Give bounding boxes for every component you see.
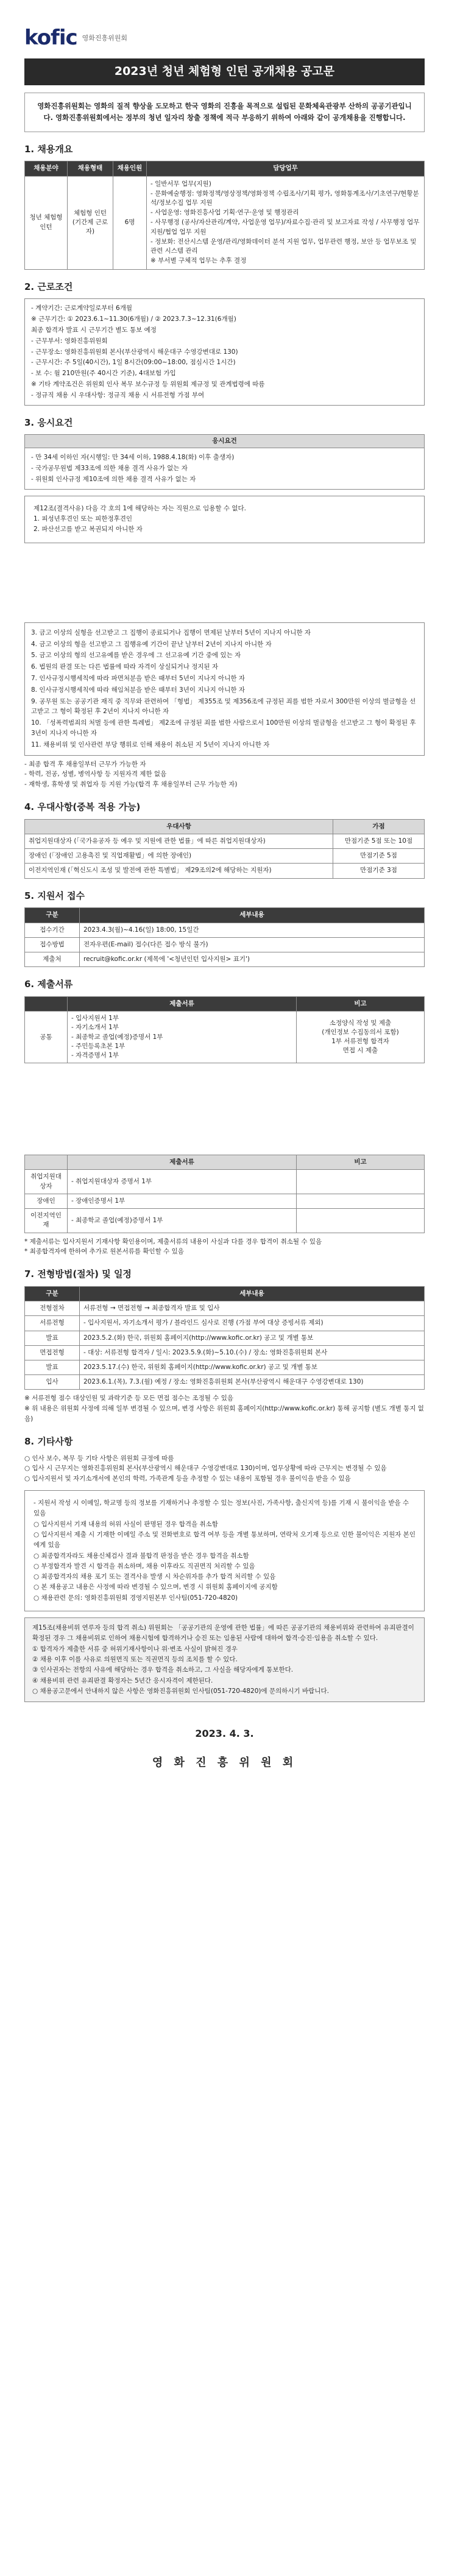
list-item: - 정보화: 전산시스템 운영/관리/영화데이터 분석 지원 업무, 업무관련 행정, 보안 등 업무보조 및 관련 시스템 관리 xyxy=(150,238,417,255)
table-row xyxy=(25,1375,425,1390)
table-cell: - 대상: 서류전형 합격자 / 일시: 2023.5.9.(화)~5.10.(수) / 장소: 영화진흥위원회 본사 xyxy=(80,1345,425,1360)
list-item: - 사무행정 (공사/자산관리/계약, 사업운영 업무)/자료수집·관리 및 보고자료 작성 / 사무행정 업무지원/협업 업무 지원 xyxy=(150,219,420,236)
list-item: 11. 채용비위 및 인사관련 부당 행위로 인해 채용이 취소된 지 5년이 지나지 아니한 자 xyxy=(31,741,270,748)
table-cell: 만점기준 5점 또는 10점 xyxy=(333,834,425,848)
table-row xyxy=(25,1360,425,1375)
other-lines xyxy=(24,1454,425,1484)
table-cell: 6명 xyxy=(113,176,147,269)
list-item: 5. 금고 이상의 형의 선고유예를 받은 경우에 그 선고유예 기간 중에 있는 자 xyxy=(31,652,241,660)
logo-mark: kofic xyxy=(24,26,77,51)
section-title: 2. 근로조건 xyxy=(24,281,73,292)
table-cell: 입사 xyxy=(25,1375,80,1390)
section-title: 7. 전형방법(절차) 및 일정 xyxy=(24,1269,132,1280)
table-cell: 만점기준 3점 xyxy=(333,864,425,878)
conditions-box xyxy=(24,298,425,405)
text-line: ○ 입사지원서 기재 내용의 허위 사실이 판명된 경우 합격을 취소함 xyxy=(34,1520,218,1528)
application-table xyxy=(24,907,425,967)
table-cell: 전형절차 xyxy=(25,1301,80,1316)
table-cell: 청년 체험형 인턴 xyxy=(25,176,68,269)
table-row xyxy=(25,1301,425,1316)
text-line: - 근무부서: 영화진흥위원회 xyxy=(31,337,108,345)
text-line: - 재학생, 휴학생 및 취업자 등 지원 가능(합격 후 채용일부터 근무 가능한 자) xyxy=(24,781,238,789)
text-line: ○ 인사 보수, 복무 등 기타 사항은 위원회 규정에 따름 xyxy=(24,1454,174,1462)
section-title: 1. 채용개요 xyxy=(24,143,73,155)
text-line: 면접 시 제출 xyxy=(342,1047,378,1055)
text-line: - 입사지원서 1부 xyxy=(71,1015,119,1022)
table-header: 우대사항 xyxy=(25,819,333,834)
logo xyxy=(24,23,127,53)
text-line: - 학력, 전공, 성별, 병역사항 등 지원자격 제한 없음 xyxy=(24,770,167,778)
duties-cell xyxy=(147,176,425,269)
table-cell: 만점기준 5점 xyxy=(333,849,425,864)
list-item: - 문화예술행정: 영화정책/영상정책/영화정책 수립조사/기획 평가, 영화통계조사/기초연구/현황분석/정보수집 업무 지원 xyxy=(150,189,419,207)
text-line: 최종 합격자 발표 시 근무기간 별도 통보 예정 xyxy=(31,326,157,334)
requirements-notes xyxy=(24,759,425,790)
list-item: - 사업운영: 영화진흥사업 기획·연구·운영 및 행정관리 xyxy=(150,209,299,217)
text-line: ○ 최종합격자라도 채용신체검사 결과 불합격 판정을 받은 경우 합격을 취소함 xyxy=(34,1552,249,1560)
table-header xyxy=(25,1155,68,1170)
table-cell: 취업지원대상자 (「국가유공자 등 예우 및 지원에 관한 법률」에 따른 취업지원대상자) xyxy=(25,834,333,848)
text-line: ○ 본 채용공고 내용은 사정에 따라 변경될 수 있으며, 변경 시 위원회 홈페이지에 공지함 xyxy=(34,1583,278,1591)
text-line: ○ 최종합격자의 채용 포기 또는 결격사유 발생 시 차순위자를 추가 합격 처리할 수 있음 xyxy=(34,1573,276,1581)
text-line: ※ 근무기간: ① 2023.6.1~11.30(6개월) / ② 2023.7.3~12.31(6개월) xyxy=(31,315,236,323)
documents-table xyxy=(24,996,425,1063)
table-cell xyxy=(68,1012,297,1063)
text-line: ○ 채용관련 문의: 영화진흥위원회 경영지원본부 인사팀(051-720-4820) xyxy=(34,1594,238,1602)
table-cell xyxy=(297,1012,425,1063)
table-cell: 2023.5.17.(수) 한국, 위원회 홈페이지(http://www.kofic.or.kr) 공고 및 개별 통보 xyxy=(80,1360,425,1375)
text-line: - 계약기간: 근로계약일로부터 6개월 xyxy=(31,304,133,312)
table-cell: 공통 xyxy=(25,1012,68,1063)
text-line: ④ 채용비위 관련 유죄판결 확정자는 5년간 응시자격이 제한된다. xyxy=(32,1677,213,1684)
text-line: (개인정보 수집동의서 포함) xyxy=(322,1029,399,1036)
table-cell: 이전지역인재 xyxy=(25,1209,68,1233)
selection-notes xyxy=(24,1393,425,1424)
table-header: 채용분야 xyxy=(25,161,68,176)
disqualification-box xyxy=(24,496,425,543)
table-header: 세부내용 xyxy=(80,908,425,923)
text-line: - 주민등록초본 1부 xyxy=(71,1042,126,1050)
table-header: 비고 xyxy=(297,996,425,1011)
text-line: 소정양식 작성 및 제출 xyxy=(329,1019,392,1027)
table-row xyxy=(25,923,425,937)
regulation-box xyxy=(24,1617,425,1702)
text-line: - 정규직 채용 시 우대사항: 정규직 채용 시 서류전형 가점 부여 xyxy=(31,391,205,399)
text-line: - 근무시간: 주 5일(40시간), 1일 8시간(09:00~18:00, 점심시간 1시간) xyxy=(31,359,236,367)
table-cell: 서류전형 xyxy=(25,1316,80,1331)
list-item: 3. 금고 이상의 실형을 선고받고 그 집행이 종료되거나 집행이 면제된 날부터 5년이 지나지 아니한 자 xyxy=(31,628,311,636)
list-item: ※ 부서별 구체적 업무는 추후 결정 xyxy=(150,257,247,265)
intro-text: 영화진흥위원회는 영화의 질적 향상을 도모하고 한국 영화의 진흥을 목적으로 설립된 문화체육관광부 산하의 공공기관입니다. 영화진흥위원회에서는 정부의 청년 일자리 창출 정책에 적극 부응하기 위하여 아래와 같이 공개채용을 진행합니다. xyxy=(24,93,425,132)
table-header: 세부내용 xyxy=(80,1286,425,1301)
text-line: ○ 입사지원서 제출 시 기재한 이메일 주소 및 전화번호로 합격 여부 등을 개별 통보하며, 연락처 오기재 등으로 인한 불이익은 지원자 본인에게 있음 xyxy=(34,1530,415,1549)
announcement-date: 2023. 4. 3. xyxy=(195,1728,254,1740)
text-line: 제15조(채용비위 연루자 등의 합격 취소) 위원회는 「공공기관의 운영에 관한 법률」에 따른 공공기관의 채용비위와 관련하여 유죄판결이 확정된 경우 그 채용비위로 인하여 채용시험에 합격하거나 승진 또는 임용된 사람에 대하여 합격·승진·임용을 취소할 수 있다. xyxy=(32,1624,414,1642)
section-documents xyxy=(24,978,425,1257)
table-row xyxy=(25,1331,425,1345)
text-line: ○ 입사지원서 및 자기소개서에 본인의 학력, 가족관계 등을 추정할 수 있는 내용이 포함될 경우 불이익을 받을 수 있음 xyxy=(24,1475,351,1483)
requirements-box xyxy=(24,434,425,490)
table-header: 채용인원 xyxy=(113,161,147,176)
table-row xyxy=(25,952,425,966)
table-cell: 장애인 xyxy=(25,1194,68,1208)
table-cell: - 최종학교 졸업(예정)증명서 1부 xyxy=(68,1209,297,1233)
table-cell: 전자우편(E-mail) 접수(다른 접수 방식 불가) xyxy=(80,937,425,952)
disqualification-list-box xyxy=(24,622,425,756)
recruitment-table xyxy=(24,161,425,269)
table-header: 구분 xyxy=(25,908,80,923)
table-cell xyxy=(297,1194,425,1208)
table-header: 제출서류 xyxy=(68,996,297,1011)
spacer xyxy=(24,543,425,622)
text-line: - 자격증명서 1부 xyxy=(71,1052,119,1060)
text-line: - 자기소개서 1부 xyxy=(71,1024,119,1032)
section-other xyxy=(24,1435,425,1702)
text-line: 제12조(결격사유) 다음 각 호의 1에 해당하는 자는 직원으로 임용할 수 없다. xyxy=(34,504,246,512)
text-line: ○ 부정합격자 발견 시 합격을 취소하며, 채용 이후라도 직권면직 처리할 수 있음 xyxy=(34,1562,255,1570)
text-line: - 근무장소: 영화진흥위원회 본사(부산광역시 해운대구 수영강변대로 130) xyxy=(31,348,238,356)
section-title: 4. 우대사항(중복 적용 가능) xyxy=(24,801,141,812)
selection-table xyxy=(24,1286,425,1390)
text-line: - 만 34세 이하인 자(시행일: 만 34세 이하, 1988.4.18(화) 이후 출생자) xyxy=(31,454,235,462)
text-line: ③ 인사권자는 전항의 사유에 해당하는 경우 합격을 취소하고, 그 사실을 해당자에게 통보한다. xyxy=(32,1666,294,1674)
section-title: 8. 기타사항 xyxy=(24,1435,73,1447)
text-line: - 지원서 작성 시 이메일, 학교명 등의 정보를 기재하거나 추정할 수 있는 정보(사진, 가족사항, 출신지역 등)를 기재 시 불이익을 받을 수 있음 xyxy=(34,1499,409,1518)
section-application xyxy=(24,890,425,968)
table-cell: 2023.6.1.(목), 7.3.(월) 예정 / 장소: 영화진흥위원회 본사(부산광역시 해운대구 수영강변대로 130) xyxy=(80,1375,425,1390)
section-preferences xyxy=(24,801,425,879)
table-row xyxy=(25,1316,425,1331)
text-line: ※ 기타 계약조건은 위원회 인사 복무 보수규정 등 위원회 제규정 및 관계법령에 따름 xyxy=(31,380,265,388)
list-item: 4. 금고 이상의 형을 선고받고 그 집행유예 기간이 끝난 날부터 2년이 지나지 아니한 자 xyxy=(31,640,272,648)
table-row xyxy=(25,1194,425,1208)
table-row xyxy=(25,937,425,952)
text-line: 1. 피성년후견인 또는 피한정후견인 xyxy=(34,515,133,523)
table-header: 담당업무 xyxy=(147,161,425,176)
section-requirements xyxy=(24,417,425,790)
table-row xyxy=(25,176,425,269)
table-header xyxy=(25,996,68,1011)
table-row xyxy=(25,834,425,848)
table-header: 채용형태 xyxy=(68,161,113,176)
text-line: - 최종 합격 후 채용일부터 근무가 가능한 자 xyxy=(24,760,146,768)
organization-name: 영 화 진 흥 위 원 회 xyxy=(152,1756,297,1770)
text-line: 2. 파산선고를 받고 복권되지 아니한 자 xyxy=(34,526,143,533)
text-line: ① 합격자가 제출한 서류 중 허위기재사항이나 위·변조 사실이 밝혀진 경우 xyxy=(32,1645,238,1653)
table-row xyxy=(25,1209,425,1233)
other-box xyxy=(24,1490,425,1611)
table-row xyxy=(25,1345,425,1360)
list-item: 9. 공무원 또는 공공기관 재직 중 직무와 관련하여 「형법」 제355조 및 제356조에 규정된 죄를 범한 자로서 300만원 이상의 벌금형을 선고받고 그 형이 확정된 후 2년이 지나지 아니한 자 xyxy=(31,697,416,716)
table-cell: - 장애인증명서 1부 xyxy=(68,1194,297,1208)
email-address[interactable]: recruit@kofic.or.kr (제목에 '<청년인턴 입사지원> 표기') xyxy=(80,952,425,966)
table-cell: 체험형 인턴 (기간제 근로자) xyxy=(68,176,113,269)
table-cell: 이전지역인재 (「혁신도시 조성 및 발전에 관한 특별법」 제29조의2에 해당하는 지원자) xyxy=(25,864,333,878)
table-header: 구분 xyxy=(25,1286,80,1301)
text-line: ○ 채용공고문에서 안내하지 않은 사항은 영화진흥위원회 인사팀(051-720-4820)에 문의하시기 바랍니다. xyxy=(32,1687,329,1695)
spacer xyxy=(24,1063,425,1155)
text-line: ※ 서류전형 점수 대상인원 및 과락기준 등 모든 면접 점수는 조정될 수 있음 xyxy=(24,1395,233,1402)
text-line: ○ 입사 시 근무지는 영화진흥위원회 본사(부산광역시 해운대구 수영강변대로 130)이며, 업무상황에 따라 근무지는 변경될 수 있음 xyxy=(24,1465,387,1473)
section-working-conditions xyxy=(24,281,425,406)
table-cell: 취업지원대상자 xyxy=(25,1170,68,1194)
section-title: 5. 지원서 접수 xyxy=(24,890,85,901)
text-line: * 제출서류는 입사지원서 기재사항 확인용이며, 제출서류의 내용이 사실과 다를 경우 합격이 취소될 수 있음 xyxy=(24,1237,322,1245)
table-cell: 접수방법 xyxy=(25,937,80,952)
table-cell: 제출처 xyxy=(25,952,80,966)
list-item: - 일반서무 업무(지원) xyxy=(150,180,211,188)
preference-documents-table xyxy=(24,1155,425,1233)
list-item: 7. 인사규정시행세칙에 따라 파면처분을 받은 때부터 5년이 지나지 아니한 자 xyxy=(31,674,246,682)
table-row xyxy=(25,1170,425,1194)
logo-sub: 영화진흥위원회 xyxy=(82,34,128,43)
table-cell: 장애인 (「장애인 고용촉진 및 직업재활법」에 의한 장애인) xyxy=(25,849,333,864)
section-title: 6. 제출서류 xyxy=(24,979,73,990)
table-row xyxy=(25,864,425,878)
table-header: 가점 xyxy=(333,819,425,834)
table-header: 비고 xyxy=(297,1155,425,1170)
section-selection-process xyxy=(24,1268,425,1424)
table-row xyxy=(25,849,425,864)
text-line: ※ 위 내용은 위원회 사정에 의해 일부 변경될 수 있으며, 변경 사항은 위원회 홈페이지(http://www.kofic.or.kr) 통해 공지함 (별도 개별 통지 없음) xyxy=(24,1405,424,1423)
table-row xyxy=(25,1012,425,1063)
text-line: - 최종학교 졸업(예정)증명서 1부 xyxy=(71,1033,163,1041)
text-line: 1부 서류전형 합격자 xyxy=(331,1038,389,1046)
section-recruitment-overview xyxy=(24,143,425,270)
documents-notes xyxy=(24,1237,425,1258)
page-title: 2023년 청년 체험형 인턴 공개채용 공고문 xyxy=(24,58,425,85)
list-item: 10. 「성폭력범죄의 처벌 등에 관한 특례법」 제2조에 규정된 죄를 범한 사람으로서 100만원 이상의 벌금형을 선고받고 그 형이 확정된 후 3년이 지나지 아니한 자 xyxy=(31,719,416,737)
text-line: - 국가공무원법 제33조에 의한 채용 결격 사유가 없는 자 xyxy=(31,465,188,473)
table-cell xyxy=(297,1209,425,1233)
text-line: - 보 수: 월 210만원(주 40시간 기준), 4대보험 가입 xyxy=(31,370,176,378)
preferences-table xyxy=(24,819,425,879)
table-cell xyxy=(297,1170,425,1194)
text-line: * 최종합격자에 한하여 추가로 원본서류를 확인할 수 있음 xyxy=(24,1248,184,1256)
box-heading: 응시요건 xyxy=(25,435,424,448)
list-item: 8. 인사규정시행세칙에 따라 해임처분을 받은 때부터 3년이 지나지 아니한 자 xyxy=(31,686,246,694)
table-cell: - 취업지원대상자 증명서 1부 xyxy=(68,1170,297,1194)
section-title: 3. 응시요건 xyxy=(24,417,73,428)
table-cell: 접수기간 xyxy=(25,923,80,937)
table-cell: 2023.5.2.(화) 한국, 위원회 홈페이지(http://www.kofic.or.kr) 공고 및 개별 통보 xyxy=(80,1331,425,1345)
table-cell: 서류전형 → 면접전형 → 최종합격자 발표 및 입사 xyxy=(80,1301,425,1316)
text-line: ② 채용 이후 이를 사유로 의원면직 또는 직권면직 등의 조치를 할 수 있다. xyxy=(32,1656,238,1664)
table-cell: - 입사지원서, 자기소개서 평가 / 블라인드 심사로 진행 (가점 부여 대상 증빙서류 제외) xyxy=(80,1316,425,1331)
header xyxy=(0,0,449,58)
table-header: 제출서류 xyxy=(68,1155,297,1170)
table-cell: 발표 xyxy=(25,1360,80,1375)
list-item: 6. 법원의 판결 또는 다른 법률에 따라 자격이 상실되거나 정지된 자 xyxy=(31,663,219,671)
table-cell: 면접전형 xyxy=(25,1345,80,1360)
table-cell: 2023.4.3(월)~4.16(일) 18:00, 15일간 xyxy=(80,923,425,937)
table-cell: 발표 xyxy=(25,1331,80,1345)
text-line: - 위원회 인사규정 제10조에 의한 채용 결격 사유가 없는 자 xyxy=(31,476,196,484)
